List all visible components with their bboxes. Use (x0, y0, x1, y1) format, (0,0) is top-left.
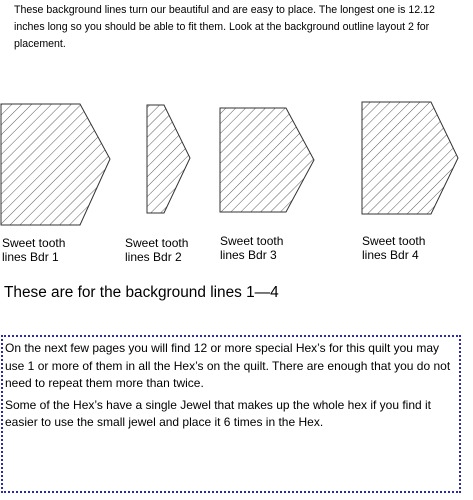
shape-label-3-line2: lines Bdr 3 (220, 248, 277, 262)
border-shape-2 (147, 105, 190, 213)
shape-label-2-line1: Sweet tooth (125, 236, 189, 250)
section-heading: These are for the background lines 1—4 (4, 284, 279, 301)
shape-label-3 (220, 234, 283, 262)
note-paragraph-1: On the next few pages you will find 12 or more special Hex’s for this quilt you may use 1 or more of them in all the Hex’s on the quilt. There are enough that you do not need to repeat them more than twice. (5, 341, 451, 390)
shape-label-2-line2: lines Bdr 2 (125, 250, 182, 264)
shape-label-4-line2: lines Bdr 4 (362, 248, 419, 262)
shape-label-1 (2, 236, 65, 264)
border-shape-3 (220, 108, 314, 212)
shape-label-4-line1: Sweet tooth (362, 234, 426, 248)
shape-label-3-line1: Sweet tooth (220, 234, 284, 248)
shape-label-4 (362, 234, 425, 262)
note-paragraph-2: Some of the Hex’s have a single Jewel that makes up the whole hex if you find it easier to use the small jewel and place it 6 times in the Hex. (5, 397, 432, 429)
note-box (1, 335, 461, 493)
shape-label-2 (125, 236, 188, 264)
border-shape-4 (362, 102, 458, 214)
shape-label-1-line2: lines Bdr 1 (2, 250, 59, 264)
intro-paragraph: These background lines turn our beautiful and are easy to place. The longest one is 12.12 inches long so you should be able to fit them. Look at the background outline layout 2 for placement. (14, 4, 435, 50)
border-shapes (0, 96, 473, 226)
shape-label-1-line1: Sweet tooth (2, 236, 66, 250)
border-shape-1 (1, 104, 110, 225)
